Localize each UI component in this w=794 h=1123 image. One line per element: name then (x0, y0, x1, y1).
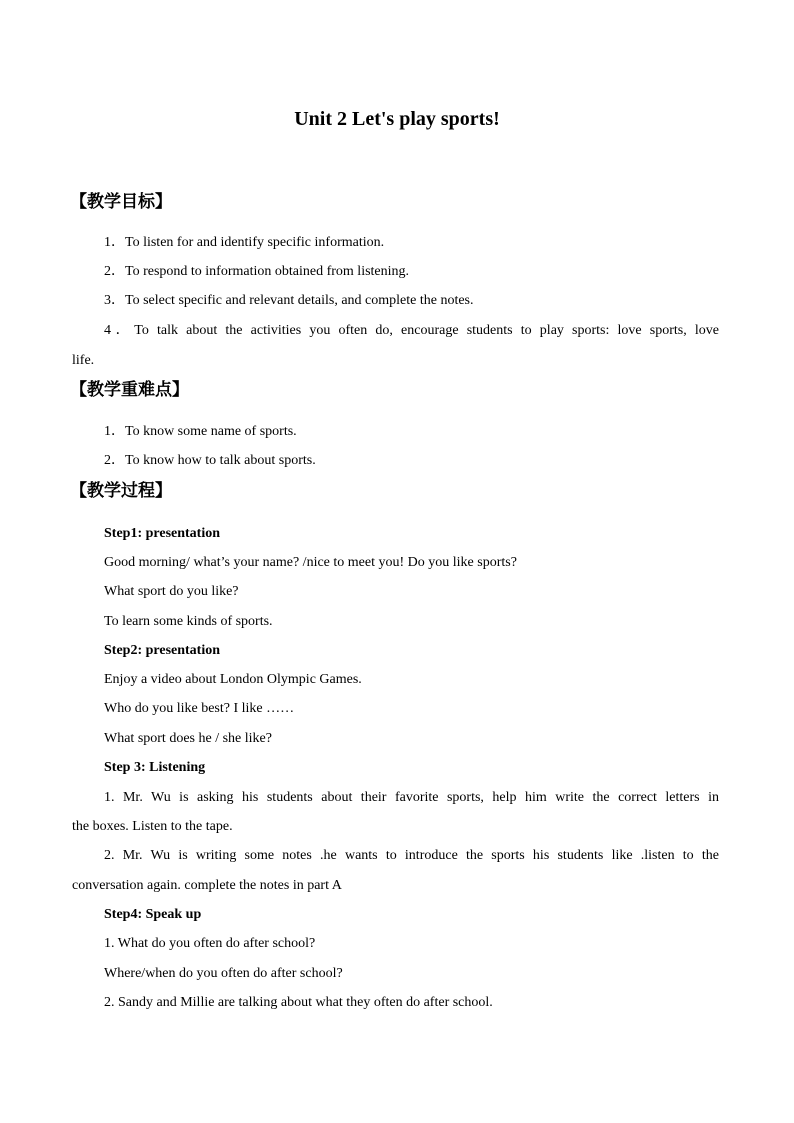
step1-line: What sport do you like? (104, 584, 239, 599)
objective-item: 2．To respond to information obtained from listening. (104, 264, 410, 279)
step1-title: Step1: presentation (104, 526, 221, 541)
step1-line: Good morning/ what’s your name? /nice to meet you! Do you like sports? (104, 555, 517, 570)
objectives-heading: 【教学目标】 (70, 192, 172, 212)
step3-line: 1. Mr. Wu is asking his students about their favorite sports, help him write the correct letters in (104, 790, 719, 805)
step2-line: Who do you like best? I like …… (104, 701, 295, 716)
step3-line: 2. Mr. Wu is writing some notes .he wants to introduce the sports his students like .listen to the (104, 848, 719, 863)
objective-item: 1．To listen for and identify specific information. (104, 235, 385, 250)
key-points-heading: 【教学重难点】 (70, 380, 189, 400)
step2-line: Enjoy a video about London Olympic Games. (104, 672, 362, 687)
step2-line: What sport does he / she like? (104, 731, 272, 746)
page-title: Unit 2 Let's play sports! (294, 108, 500, 130)
step3-line: conversation again. complete the notes in part A (72, 878, 342, 893)
objective-item-continuation: life. (72, 353, 95, 368)
process-heading: 【教学过程】 (70, 481, 172, 501)
key-point-item: 2．To know how to talk about sports. (104, 453, 316, 468)
step4-line: Where/when do you often do after school? (104, 966, 343, 981)
step4-line: 1. What do you often do after school? (104, 936, 316, 951)
key-point-item: 1．To know some name of sports. (104, 424, 297, 439)
step4-title: Step4: Speak up (104, 907, 202, 922)
objective-item: 3．To select specific and relevant details, and complete the notes. (104, 293, 474, 308)
objective-item: 4．To talk about the activities you often do, encourage students to play sports: love sports, love (104, 323, 719, 338)
step3-title: Step 3: Listening (104, 760, 206, 775)
step3-line: the boxes. Listen to the tape. (72, 819, 233, 834)
step2-title: Step2: presentation (104, 643, 221, 658)
step1-line: To learn some kinds of sports. (104, 614, 273, 629)
step4-line: 2. Sandy and Millie are talking about what they often do after school. (104, 995, 493, 1010)
